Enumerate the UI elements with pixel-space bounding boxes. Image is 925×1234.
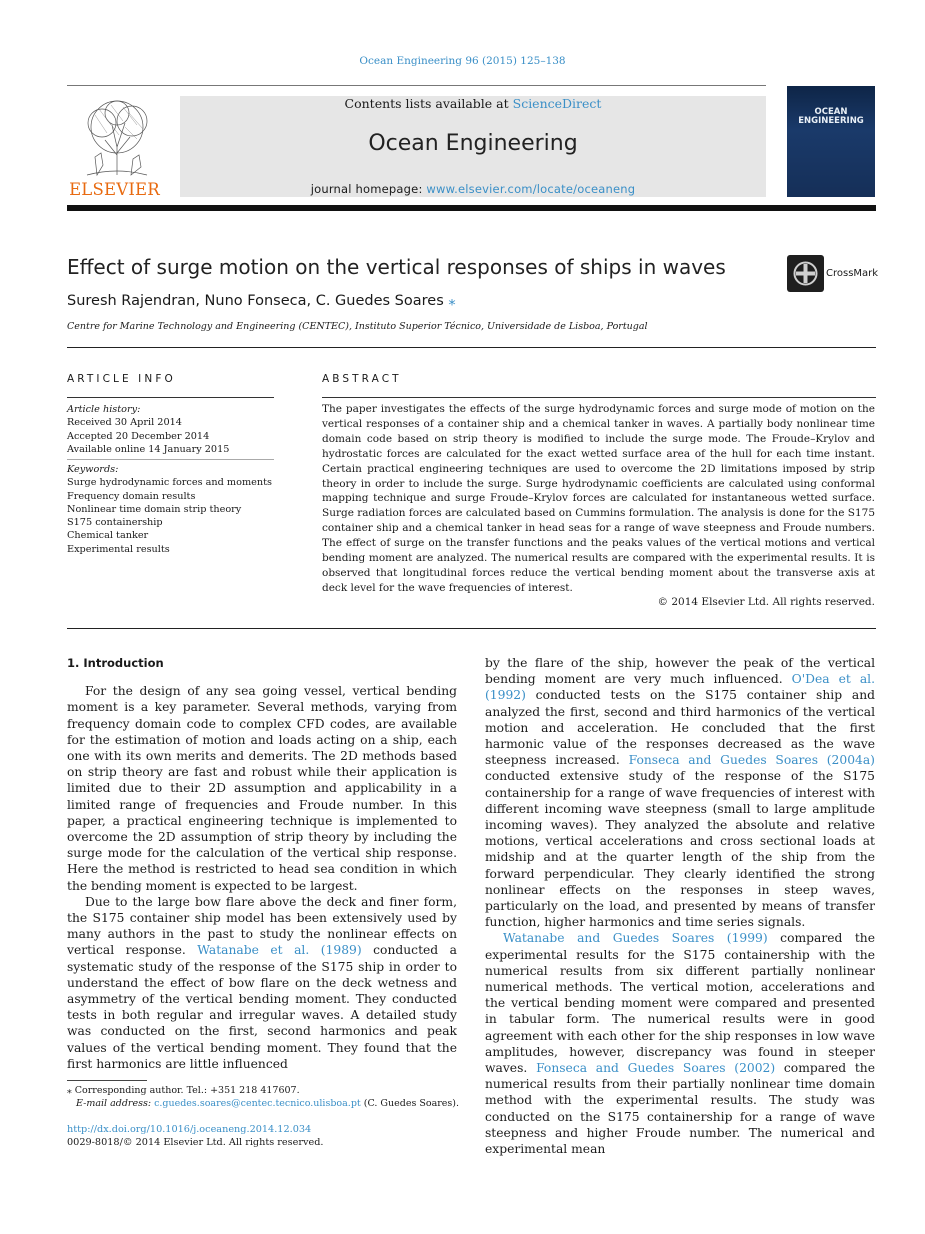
- paragraph-text: Due to the large bow flare above the deck and finer form, the S175 container ship model has been extensively used by many authors in the past to study the nonlinear effects on vertical response.: [67, 894, 457, 958]
- journal-citation[interactable]: Ocean Engineering 96 (2015) 125–138: [359, 55, 566, 67]
- intro-paragraph-1: For the design of any sea going vessel, vertical bending moment is a key parameter. Several methods, varying from frequency domain code to complex CFD codes, are available for the estimation of motion and loads acting on a ship, each one with its own merits and demerits. The 2D methods based on strip theory are fast and robust while their application is limited due to their 2D assumption and applicability in a limited range of frequencies and Froude number. In this paper, a practical engineering technique is implemented to overcome the 2D assumption of strip theory by including the surge mode for the calculation of the vertical ship response. Here the method is restricted to head sea condition in which the bending moment is expected to be largest.: [67, 684, 457, 893]
- corresponding-author-note: [67, 1084, 459, 1097]
- section-heading-introduction: 1. Introduction: [67, 656, 164, 670]
- abstract-text: The paper investigates the effects of the surge hydrodynamic forces and surge mode of motion on the vertical responses of a container ship and a chemical tanker in waves. A partially body nonlinear time domain code based on strip theory is modified to include the surge mode. The Froude–Krylov and hydrostatic forces are calculated for the exact wetted surface area of the hull for each time instant. Certain practical engineering techniques are used to overcome the 2D limitations imposed by strip theory in order to include the surge. Surge hydrodynamic coefficients are calculated using conformal mapping technique and surge Froude–Krylov forces are calculated for instantaneous wetted surface. Surge radiation forces are calculated based on Cummins formulation. The analysis is done for the S175 container ship and a chemical tanker in head seas for a range of wave steepness and Froude numbers. The effect of surge on the transfer functions and the peaks values of the vertical motions and vertical bending moment are analyzed. The numerical results are compared with the experimental results. It is observed that longitudinal forces reduce the vertical bending moment about the transverse axis at deck level for the wave frequencies of interest.: [322, 403, 875, 594]
- email-suffix: (C. Guedes Soares).: [360, 1098, 460, 1109]
- journal-title: Ocean Engineering: [368, 131, 578, 156]
- citation-link-odea-1992[interactable]: O'Dea et al. (1992): [485, 672, 875, 703]
- contents-line: [180, 96, 766, 111]
- abstract-heading: ABSTRACT: [322, 373, 402, 385]
- article-history: [67, 403, 229, 456]
- citation-link-watanabe-1989[interactable]: Watanabe et al. (1989): [197, 943, 362, 958]
- keyword-item: S175 containership: [67, 517, 163, 529]
- received-date: Received 30 April 2014: [67, 417, 182, 429]
- keyword-item: Frequency domain results: [67, 490, 196, 502]
- email-line: [67, 1097, 459, 1110]
- right-paragraph-1: [485, 655, 875, 930]
- doi-block: [67, 1123, 324, 1149]
- abstract-bottom-rule: [67, 628, 876, 629]
- keyword-item: Experimental results: [67, 543, 170, 555]
- online-date: Available online 14 January 2015: [67, 443, 230, 455]
- abstract-rule: [322, 397, 876, 398]
- corresponding-author-mark[interactable]: ⁎: [448, 293, 456, 309]
- keywords-block: [67, 463, 272, 556]
- paragraph-text: compared the numerical results from their partially nonlinear time domain method with the experimental results. The study was conducted on the S175 containership for a range of wave steepness and higher Froude number. The numerical and experimental mean: [485, 1061, 875, 1157]
- header-rule: [67, 85, 766, 86]
- crossmark-label[interactable]: CrossMark: [826, 268, 879, 279]
- footnote-text: Corresponding author. Tel.: +351 218 417607.: [71, 1085, 300, 1096]
- authors-names: Suresh Rajendran, Nuno Fonseca, C. Guedes Soares: [67, 293, 444, 309]
- author-email-link[interactable]: c.guedes.soares@centec.tecnico.ulisboa.pt: [154, 1098, 361, 1109]
- abstract-copyright: © 2014 Elsevier Ltd. All rights reserved.: [657, 596, 875, 608]
- homepage-prefix: journal homepage:: [310, 182, 427, 196]
- citation-link-watanabe-1999[interactable]: Watanabe and Guedes Soares (1999): [503, 931, 768, 946]
- citation-link-fonseca-2004a[interactable]: Fonseca and Guedes Soares (2004a): [628, 753, 875, 768]
- footnote-rule: [67, 1080, 147, 1081]
- footnote-mark: ⁎: [67, 1085, 72, 1096]
- paragraph-text: compared the experimental results for the S175 containership with the numerical results from six different partially nonlinear numerical methods. The vertical motion, accelerations and the vertical bending moment were compared and presented in tabular form. The numerical results were in good agreement with each other for the ship responses in low wave amplitudes, however, discrepancy was found in steeper waves.: [485, 931, 876, 1076]
- contents-prefix: Contents lists available at: [344, 96, 513, 111]
- body-left-column: [67, 655, 457, 1072]
- elsevier-wordmark: ELSEVIER: [69, 180, 160, 199]
- paragraph-text: conducted extensive study of the response of the S175 containership for a range of wave frequencies of interest with different incoming wave steepness (small to large amplitude incoming waves). They analyzed the absolute and relative motions, vertical accelerations and cross sectional loads at midship and at the quarter length of the ship from the forward perpendicular. They clearly identified the strong nonlinear effects on the responses in steep waves, particularly on the load, and presented by means of transfer function, higher harmonics and time series signals.: [485, 769, 875, 930]
- keyword-item: Surge hydrodynamic forces and moments: [67, 477, 272, 489]
- sciencedirect-link[interactable]: ScienceDirect: [512, 96, 602, 111]
- right-paragraph-2: [485, 930, 875, 1157]
- homepage-link[interactable]: www.elsevier.com/locate/oceaneng: [426, 182, 636, 196]
- history-divider: [67, 459, 274, 460]
- issn-copyright: 0029-8018/© 2014 Elsevier Ltd. All rights reserved.: [67, 1137, 324, 1148]
- paragraph-text: conducted a systematic study of the response of the S175 ship in order to understand the effect of bow flare on the deck wetness and asymmetry of the vertical bending moment. They conducted tests in both regular and irregular waves. A detailed study was conducted on the first, second harmonics and peak values of the vertical bending moment. They found that the first harmonics are little influenced: [67, 943, 457, 1071]
- keywords-label: Keywords:: [67, 464, 119, 475]
- crossmark-glyph: [787, 255, 824, 292]
- doi-link[interactable]: http://dx.doi.org/10.1016/j.oceaneng.2014.12.034: [67, 1124, 312, 1135]
- intro-paragraph-2: [67, 894, 457, 1072]
- article-title: Effect of surge motion on the vertical responses of ships in waves: [67, 255, 726, 279]
- keyword-item: Nonlinear time domain strip theory: [67, 503, 242, 515]
- cover-title: OCEAN ENGINEERING: [798, 107, 864, 126]
- history-label: Article history:: [67, 404, 141, 415]
- journal-homepage: [180, 182, 766, 196]
- masthead-rule: [67, 205, 876, 211]
- article-info-heading: ARTICLE INFO: [67, 373, 176, 385]
- paragraph-text: conducted tests on the S175 container ship and analyzed the first, second and third harmonics of the vertical motion and acceleration. He concluded that the first harmonic value of the responses decreased as the wave steepness increased.: [485, 688, 875, 768]
- email-label: E-mail address:: [76, 1098, 155, 1109]
- paragraph-text: by the flare of the ship, however the peak of the vertical bending moment are very much influenced.: [485, 656, 875, 687]
- author-list: [67, 293, 456, 309]
- footnote: [67, 1084, 459, 1110]
- citation-link-fonseca-2002[interactable]: Fonseca and Guedes Soares (2002): [536, 1061, 776, 1076]
- body-right-column: [485, 655, 875, 1157]
- affiliation: Centre for Marine Technology and Engineering (CENTEC), Instituto Superior Técnico, Universidade de Lisboa, Portugal: [67, 321, 648, 332]
- accepted-date: Accepted 20 December 2014: [67, 430, 210, 442]
- journal-cover-image: [787, 86, 875, 197]
- article-info-rule: [67, 397, 274, 398]
- keyword-item: Chemical tanker: [67, 530, 149, 542]
- title-block-rule: [67, 347, 876, 348]
- crossmark-icon[interactable]: [787, 255, 824, 292]
